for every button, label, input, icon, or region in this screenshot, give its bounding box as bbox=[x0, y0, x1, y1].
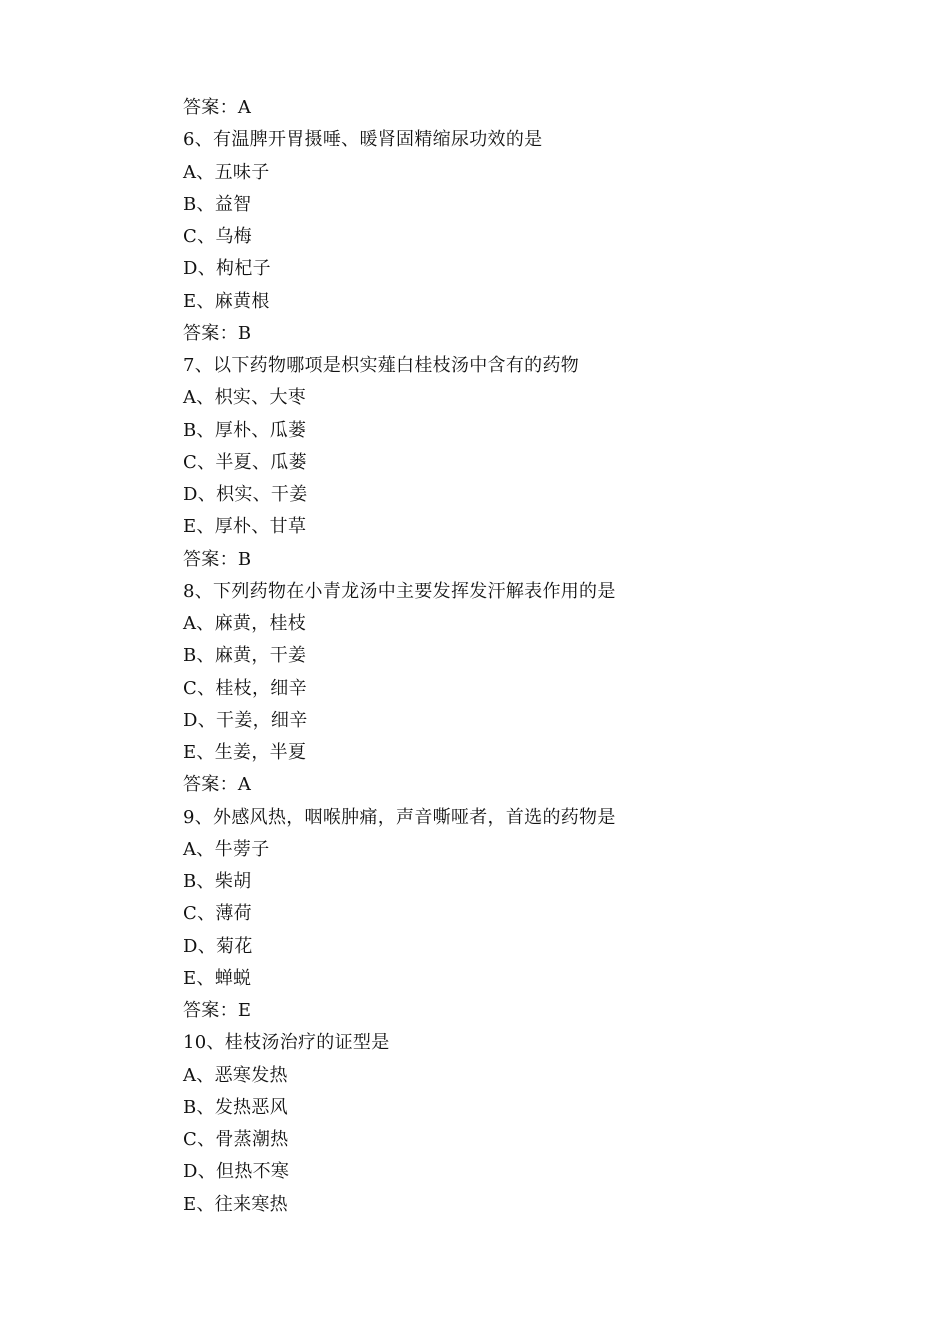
option-b: B、厚朴、瓜蒌 bbox=[183, 419, 307, 441]
answer-line: 答案：B bbox=[183, 548, 252, 570]
option-c: C、乌梅 bbox=[183, 226, 252, 247]
option-a: A、恶寒发热 bbox=[183, 1064, 288, 1086]
option-c: C、半夏、瓜蒌 bbox=[183, 451, 307, 473]
option-e: E、厚朴、甘草 bbox=[183, 516, 307, 538]
option-b: B、麻黄，干姜 bbox=[183, 645, 307, 667]
answer-line: 答案：E bbox=[183, 1000, 252, 1021]
question-7: 7、以下药物哪项是枳实薤白桂枝汤中含有的药物 bbox=[183, 355, 580, 376]
question-9: 9、外感风热，咽喉肿痛，声音嘶哑者，首选的药物是 bbox=[183, 806, 616, 828]
question-8: 8、下列药物在小青龙汤中主要发挥发汗解表作用的是 bbox=[183, 580, 616, 602]
option-a: A、麻黄，桂枝 bbox=[183, 613, 307, 634]
document-page bbox=[183, 92, 883, 1221]
option-e: E、麻黄根 bbox=[183, 290, 270, 312]
option-b: B、柴胡 bbox=[183, 871, 252, 892]
option-d: D、枸杞子 bbox=[183, 258, 271, 280]
option-a: A、牛蒡子 bbox=[183, 838, 270, 860]
option-b: B、益智 bbox=[183, 193, 252, 215]
option-a: A、枳实、大枣 bbox=[183, 387, 307, 409]
option-e: E、蝉蜕 bbox=[183, 967, 252, 989]
option-d: D、枳实、干姜 bbox=[183, 484, 308, 505]
answer-line: 答案：A bbox=[183, 774, 252, 796]
option-b: B、发热恶风 bbox=[183, 1096, 289, 1118]
question-6: 6、有温脾开胃摄唾、暖肾固精缩尿功效的是 bbox=[183, 129, 543, 151]
answer-line: 答案：B bbox=[183, 322, 252, 344]
option-a: A、五味子 bbox=[183, 161, 270, 183]
option-d: D、菊花 bbox=[183, 935, 253, 957]
question-10: 10、桂枝汤治疗的证型是 bbox=[183, 1032, 390, 1054]
option-c: C、薄荷 bbox=[183, 903, 252, 925]
option-c: C、桂枝，细辛 bbox=[183, 677, 307, 699]
option-e: E、往来寒热 bbox=[183, 1193, 288, 1215]
option-d: D、但热不寒 bbox=[183, 1161, 290, 1183]
answer-line: 答案：A bbox=[183, 97, 252, 118]
option-d: D、干姜，细辛 bbox=[183, 709, 308, 731]
option-e: E、生姜，半夏 bbox=[183, 742, 307, 763]
option-c: C、骨蒸潮热 bbox=[183, 1129, 289, 1150]
